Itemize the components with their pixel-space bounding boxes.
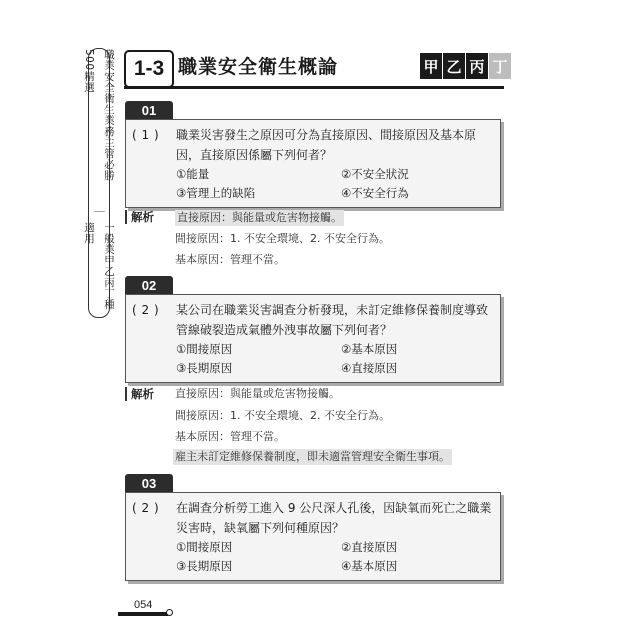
question-text: 在調查分析勞工進入 9 公尺深人孔後，因缺氧而死亡之職業災害時，缺氧屬下列何種原因？ [176, 501, 492, 535]
question-box [125, 492, 501, 581]
option-2: ②不安全狀況 [341, 167, 409, 181]
analysis-label: 解析 [125, 387, 154, 401]
option-3: ③長期原因 [176, 559, 233, 573]
header-rule [124, 86, 504, 89]
option-1: ①能量 [176, 167, 210, 181]
analysis-line: 雇主未訂定維修保養制度，即未適當管理安全衛生事項。 [175, 450, 450, 463]
level-badge-yi: 乙 [443, 53, 465, 79]
level-badge-jia: 甲 [420, 53, 442, 79]
analysis-line: 直接原因：與能量或危害物接觸。 [175, 387, 340, 400]
option-4: ④直接原因 [341, 361, 398, 375]
level-badges [420, 53, 512, 79]
question-box [125, 119, 501, 208]
question-number: 02 [125, 276, 173, 294]
question-number: 03 [125, 474, 173, 492]
question-number: 01 [125, 101, 173, 119]
option-1: ①間接原因 [176, 342, 233, 356]
book-subtitle: 一般業甲乙丙丁種適用 [83, 221, 115, 310]
options-grid [176, 165, 494, 203]
option-4: ④不安全行為 [341, 186, 409, 200]
footer-rule [118, 612, 168, 616]
option-2: ②直接原因 [341, 540, 398, 554]
question-text: 職業災害發生之原因可分為直接原因、間接原因及基本原因，直接原因係屬下列何者？ [176, 128, 477, 162]
question-text: 某公司在職業災害調查分析發現，未訂定維修保養制度導致管線破裂造成氣體外洩事故屬下列何者？ [176, 303, 489, 337]
question-box [125, 294, 501, 383]
answer-key: ( 2 ) [132, 303, 160, 317]
option-1: ①間接原因 [176, 540, 233, 554]
answer-key: ( 1 ) [132, 128, 160, 142]
analysis-line: 直接原因：與能量或危害物接觸。 [177, 211, 342, 224]
analysis-line: 基本原因：管理不當。 [175, 253, 285, 266]
analysis-line: 間接原因：1. 不安全環境、2. 不安全行為。 [175, 232, 390, 245]
options-grid [176, 340, 494, 378]
analysis-label: 解析 [125, 210, 154, 224]
side-running-title [83, 48, 115, 318]
book-title: 職業安全衛生業務主管必勝500精選 [83, 49, 115, 181]
analysis-line: 基本原因：管理不當。 [175, 430, 285, 443]
option-3: ③管理上的缺陷 [176, 186, 256, 200]
level-badge-bing: 丙 [466, 53, 488, 79]
option-3: ③長期原因 [176, 361, 233, 375]
level-badge-ding: 丁 [489, 53, 511, 79]
option-2: ②基本原因 [341, 342, 398, 356]
option-4: ④基本原因 [341, 559, 398, 573]
analysis-line: 間接原因：1. 不安全環境、2. 不安全行為。 [175, 409, 390, 422]
footer-ornament [166, 609, 173, 616]
chapter-number: 1-3 [124, 50, 174, 88]
chapter-title: 職業安全衛生概論 [178, 56, 339, 78]
options-grid [176, 538, 494, 576]
answer-key: ( 2 ) [132, 501, 160, 515]
page-number: 054 [134, 599, 153, 611]
separator: ｜ [93, 205, 105, 217]
